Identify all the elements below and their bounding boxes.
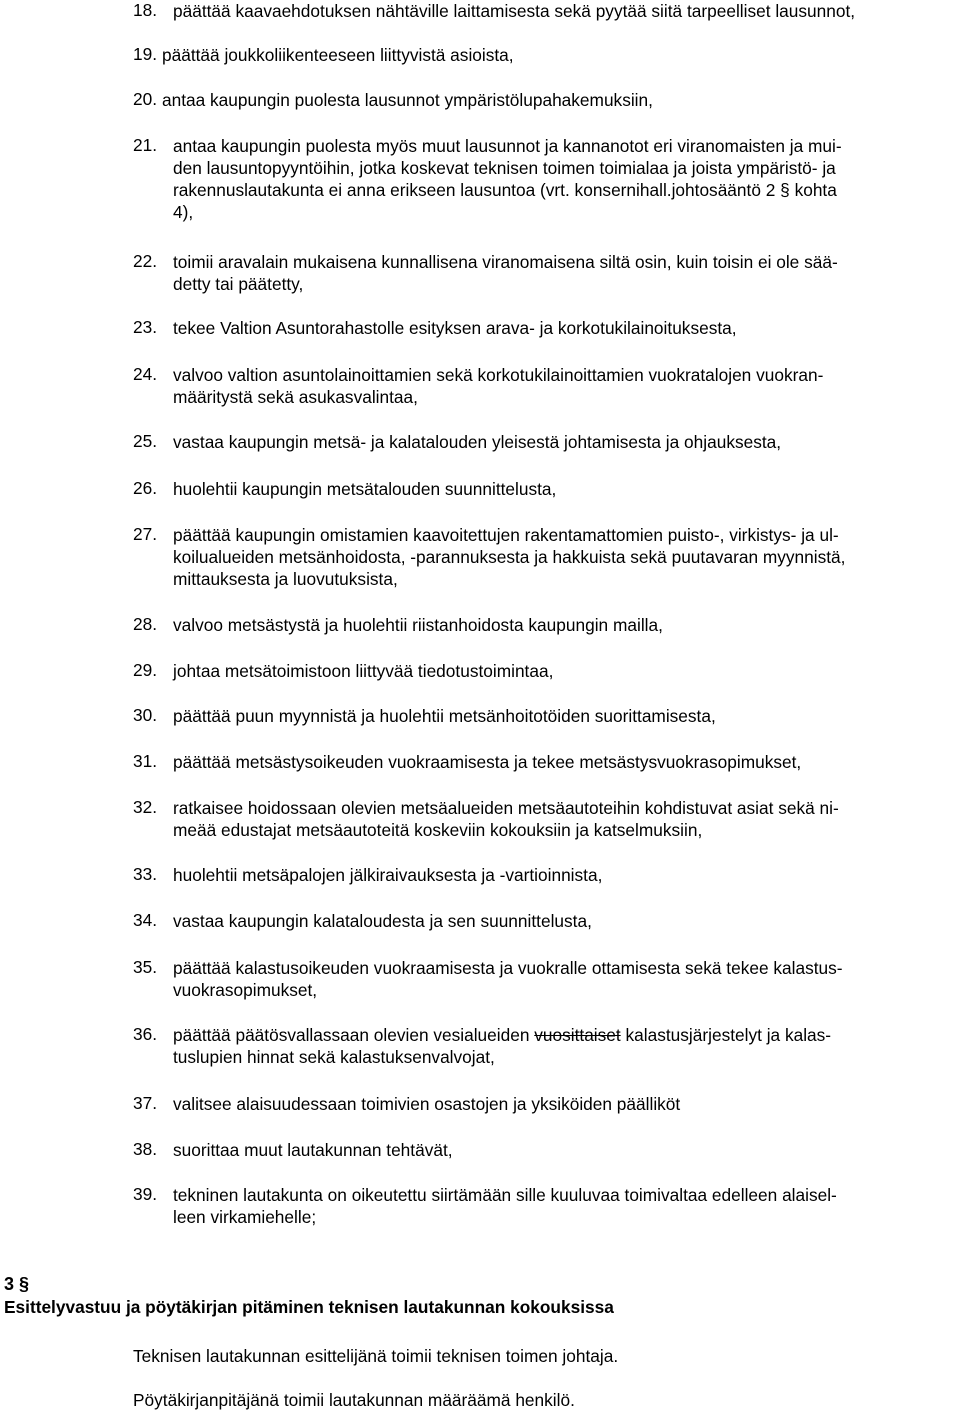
item-line: mittauksesta ja luovutuksista, <box>173 569 398 589</box>
item-number: 27. <box>133 524 158 544</box>
item-text <box>173 910 931 932</box>
item-number: 32. <box>133 797 158 817</box>
item-text <box>162 44 920 66</box>
item-line: antaa kaupungin puolesta lausunnot ympäristölupahakemuksiin, <box>162 90 653 110</box>
item-number: 21. <box>133 135 158 155</box>
item-line: tekninen lautakunta on oikeutettu siirtämään sille kuuluvaa toimivaltaa edelleen alaisel- <box>173 1185 837 1205</box>
item-line: meää edustajat metsäautoteitä koskeviin kokouksiin ja katselmuksiin, <box>173 820 703 840</box>
item-line: päättää metsästysoikeuden vuokraamisesta ja tekee metsästysvuokrasopimukset, <box>173 752 802 772</box>
struck-word: vuosittaiset <box>534 1025 621 1045</box>
item-text <box>173 364 931 408</box>
item-number: 33. <box>133 864 158 884</box>
item-line: huolehtii metsäpalojen jälkiraivauksesta ja -vartioinnista, <box>173 865 603 885</box>
item-line: ratkaisee hoidossaan olevien metsäalueiden metsäautoteihin kohdistuvat asiat sekä ni- <box>173 798 839 818</box>
item-line: rakennuslautakunta ei anna erikseen lausuntoa (vrt. konsernihall.johtosääntö 2 § kohta <box>173 180 837 200</box>
item-text <box>173 751 931 773</box>
item-number: 35. <box>133 957 158 977</box>
item-number: 39. <box>133 1184 158 1204</box>
item-line: tekee Valtion Asuntorahastolle esityksen arava- ja korkotukilainoituksesta, <box>173 318 737 338</box>
item-text <box>173 705 931 727</box>
item-number: 19. <box>133 44 158 64</box>
item-line: päättää kalastusoikeuden vuokraamisesta ja vuokralle ottamisesta sekä tekee kalastus- <box>173 958 843 978</box>
item-text <box>173 1139 931 1161</box>
item-text <box>173 957 931 1001</box>
item-number: 29. <box>133 660 158 680</box>
item-number: 24. <box>133 364 158 384</box>
item-text <box>173 1024 931 1068</box>
item-line: määritystä sekä asukasvalintaa, <box>173 387 418 407</box>
item-line: toimii aravalain mukaisena kunnallisena viranomaisena siltä osin, kuin toisin ei ole sää- <box>173 252 838 272</box>
item-text <box>173 317 931 339</box>
item-text <box>173 251 931 295</box>
item-number: 23. <box>133 317 158 337</box>
item-text <box>173 1184 931 1228</box>
item-number: 20. <box>133 89 158 109</box>
item-text <box>173 524 931 590</box>
item-number: 28. <box>133 614 158 634</box>
item-number: 22. <box>133 251 158 271</box>
item-text <box>173 478 931 500</box>
item-line: valitsee alaisuudessaan toimivien osastojen ja yksiköiden päälliköt <box>173 1094 681 1114</box>
item-line: päättää puun myynnistä ja huolehtii metsänhoitotöiden suorittamisesta, <box>173 706 716 726</box>
item-number: 36. <box>133 1024 158 1044</box>
item-text <box>173 135 931 223</box>
item-number: 18. <box>133 0 158 20</box>
item-line: vuokrasopimukset, <box>173 980 318 1000</box>
item-text <box>173 660 931 682</box>
item-line <box>173 1024 931 1046</box>
item-line: päättää kaavaehdotuksen nähtäville laittamisesta sekä pyytää siitä tarpeelliset lausunnot, <box>173 1 856 21</box>
item-line: tuslupien hinnat sekä kalastuksenvalvojat, <box>173 1047 495 1067</box>
item-line: päättää kaupungin omistamien kaavoitettujen rakentamattomien puisto-, virkistys- ja ul- <box>173 525 839 545</box>
item-number: 37. <box>133 1093 158 1113</box>
item-line: koilualueiden metsänhoidosta, -parannuksesta ja hakkuista sekä puutavaran myynnistä, <box>173 547 846 567</box>
item-line-part: päättää päätösvallassaan olevien vesialueiden <box>173 1025 535 1045</box>
item-line-part: kalastusjärjestelyt ja kalas- <box>625 1025 832 1045</box>
item-number: 38. <box>133 1139 158 1159</box>
item-line: suorittaa muut lautakunnan tehtävät, <box>173 1140 453 1160</box>
item-number: 31. <box>133 751 158 771</box>
item-number: 26. <box>133 478 158 498</box>
item-line: den lausuntopyyntöihin, jotka koskevat teknisen toimen toimialaa ja joista ympäristö- ja <box>173 158 836 178</box>
section-paragraph: Teknisen lautakunnan esittelijänä toimii teknisen toimen johtaja. <box>133 1346 619 1366</box>
item-text <box>173 797 931 841</box>
item-line: päättää joukkoliikenteeseen liittyvistä asioista, <box>162 45 514 65</box>
section-paragraph: Pöytäkirjanpitäjänä toimii lautakunnan määräämä henkilö. <box>133 1390 575 1410</box>
item-text <box>173 864 931 886</box>
item-text <box>173 0 931 22</box>
item-text <box>173 1093 931 1115</box>
item-line: valvoo metsästystä ja huolehtii riistanhoidosta kaupungin mailla, <box>173 615 663 635</box>
item-number: 25. <box>133 431 158 451</box>
item-line: johtaa metsätoimistoon liittyvää tiedotustoimintaa, <box>173 661 554 681</box>
item-line: 4), <box>173 202 194 222</box>
section-number: 3 § <box>4 1274 30 1294</box>
item-text <box>162 89 920 111</box>
item-number: 30. <box>133 705 158 725</box>
item-text <box>173 614 931 636</box>
item-line: antaa kaupungin puolesta myös muut lausunnot ja kannanotot eri viranomaisten ja mui- <box>173 136 842 156</box>
item-line: huolehtii kaupungin metsätalouden suunnittelusta, <box>173 479 557 499</box>
item-line: valvoo valtion asuntolainoittamien sekä korkotukilainoittamien vuokratalojen vuokran- <box>173 365 824 385</box>
item-line: vastaa kaupungin metsä- ja kalatalouden yleisestä johtamisesta ja ohjauksesta, <box>173 432 782 452</box>
section-title: Esittelyvastuu ja pöytäkirjan pitäminen teknisen lautakunnan kokouksissa <box>4 1297 614 1317</box>
item-line: vastaa kaupungin kalataloudesta ja sen suunnittelusta, <box>173 911 592 931</box>
item-line: leen virkamiehelle; <box>173 1207 317 1227</box>
item-line: detty tai päätetty, <box>173 274 304 294</box>
item-number: 34. <box>133 910 158 930</box>
item-text <box>173 431 931 453</box>
